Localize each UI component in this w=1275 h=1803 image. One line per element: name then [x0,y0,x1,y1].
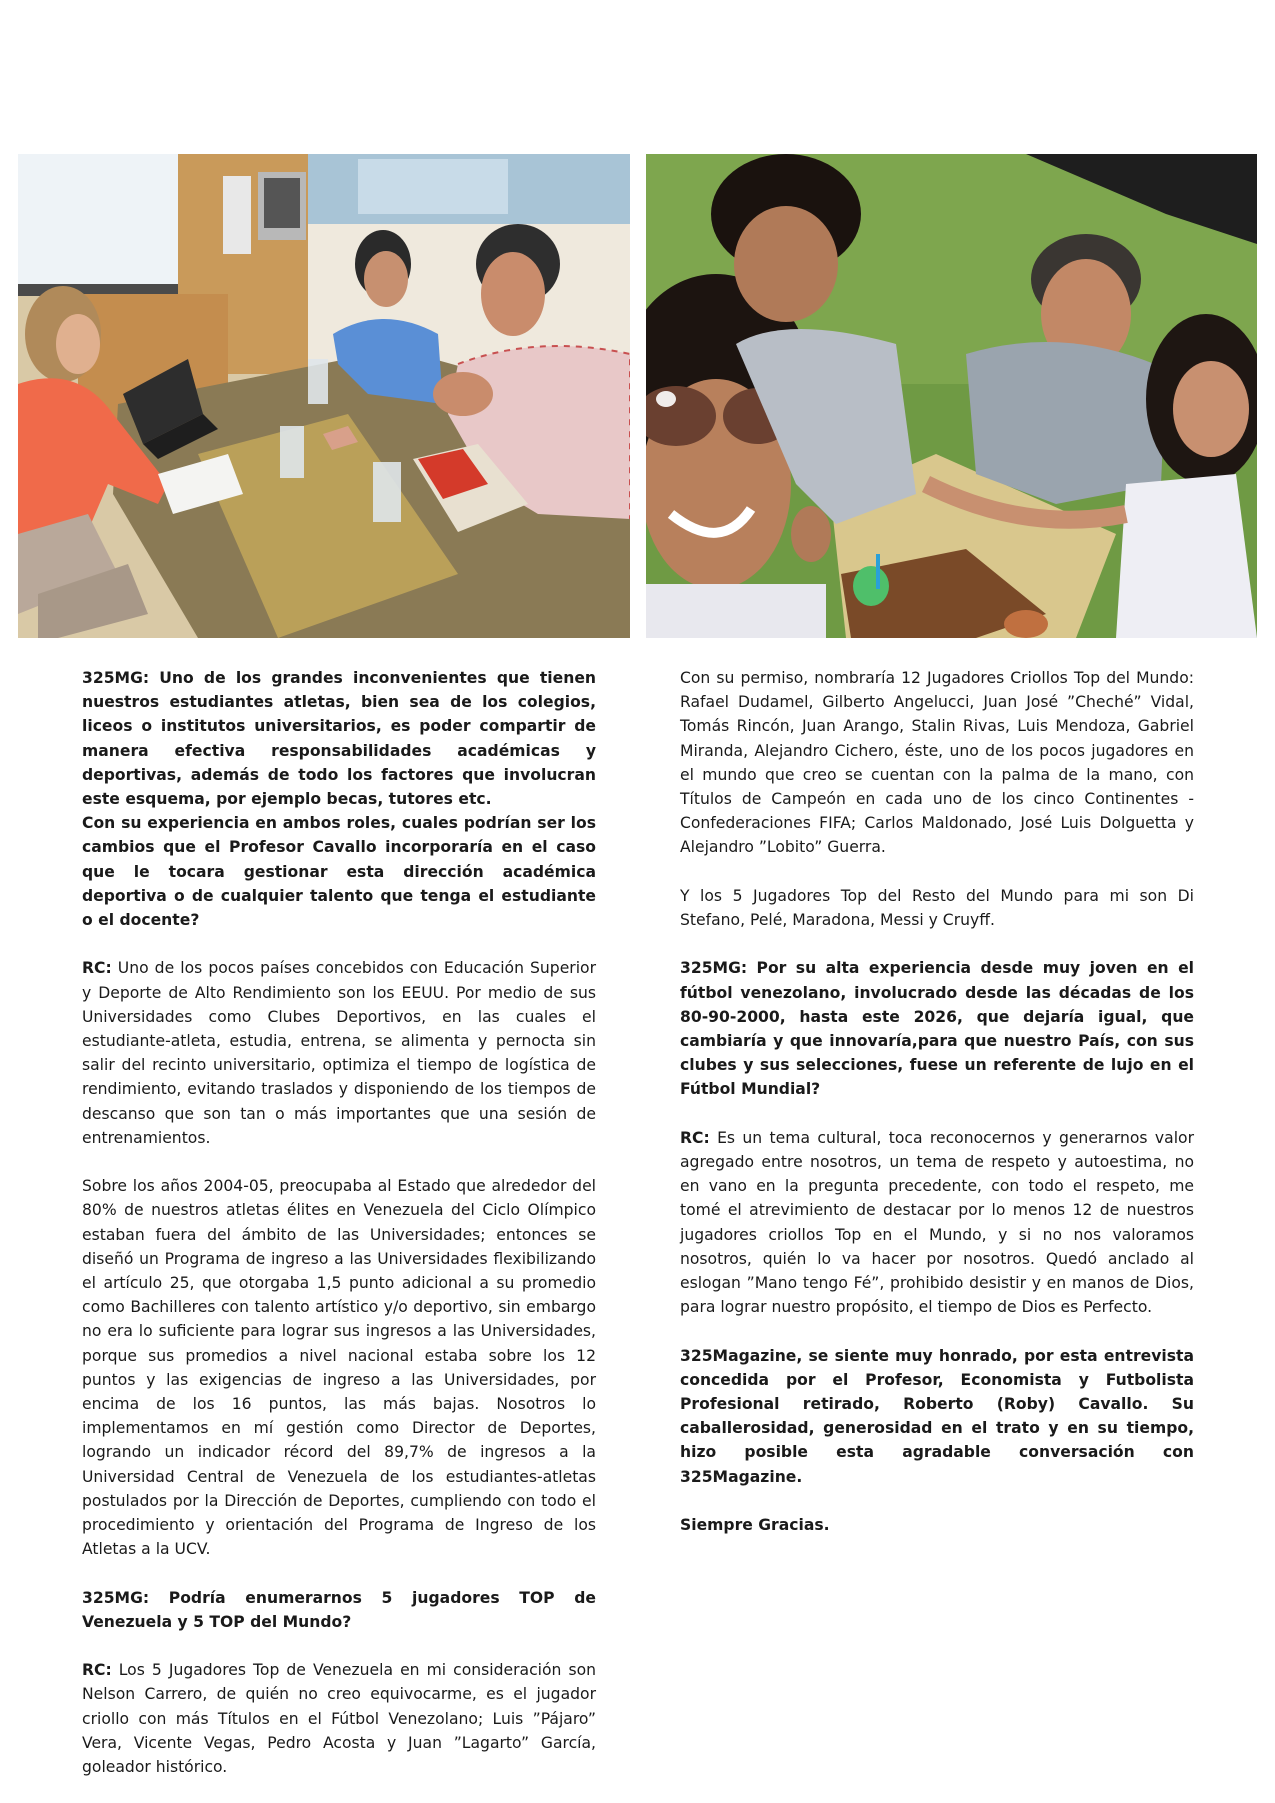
answer-1-continued: Sobre los años 2004-05, preocupaba al Estado que alrededor del 80% de nuestros atletas élites en Venezuela del Ciclo Olímpico estaban fuera del ámbito de las Universidades; entonces se diseñó un Programa de ingreso a las Universidades flexibilizando el artículo 25, que otorgaba 1,5 punto adicional a su promedio como Bachilleres con talento artístico y/o deportivo, sin embargo no era lo suficiente para lograr sus ingresos a las Universidades, porque sus promedios a nivel nacional estaba sobre los 12 puntos y las exigencias de ingreso a las Universidades, por encima de los 16 puntos, las más bajas. Nosotros lo implementamos en mí gestión como Director de Deportes, logrando un indicador récord del 89,7% de ingresos a la Universidad Central de Venezuela de los estudiantes-atletas postulados por la Dirección de Deportes, cumpliendo con todo el procedimiento y orientación del Programa de Ingreso de los Atletas a la UCV. [82,1177,596,1559]
answer-2 [82,1658,596,1779]
question-2: 325MG: Podría enumerarnos 5 jugadores TOP de Venezuela y 5 TOP del Mundo? [82,1588,596,1631]
interview-photo-illustration [18,154,630,638]
answer-2-continued-world: Y los 5 Jugadores Top del Resto del Mundo para mi son Di Stefano, Pelé, Maradona, Messi y Cruyff. [680,886,1194,930]
interview-photo [18,154,630,638]
answer-2-text: Los 5 Jugadores Top de Venezuela en mi consideración son Nelson Carrero, de quién no creo equivocarme, es el jugador criollo con más Títulos en el Fútbol Venezolano; Luis ”Pájaro” Vera, Vicente Vegas, Pedro Acosta y Juan ”Lagarto” García, goleador histórico. [82,1661,596,1777]
family-photo [646,154,1257,638]
answer-1-text: Uno de los pocos países concebidos con Educación Superior y Deporte de Alto Rendimiento son los EEUU. Por medio de sus Universidades como Clubes Deportivos, en las cuales el estudiante-atleta, estudia, entrena, se alimenta y pernocta sin salir del recinto universitario, optimiza el tiempo de logística de rendimiento, evitando traslados y disponiendo de los tiempos de descanso que son tan o más importantes que una sesión de entrenamientos. [82,959,596,1147]
left-text-column [82,666,596,1803]
question-1-label: 325MG: [82,669,150,687]
question-3: 325MG: Por su alta experiencia desde muy joven en el fútbol venezolano, involucrado desde las décadas de los 80-90-2000, hasta este 2026, que dejaría igual, que cambiaría y que innovaría,para que nuestro País, con sus clubes y sus selecciones, fuese un referente de lujo en el Fútbol Mundial? [680,959,1194,1099]
question-1 [82,666,596,811]
question-1-continued: Con su experiencia en ambos roles, cuales podrían ser los cambios que el Profesor Cavallo incorporaría en el caso que le tocara gestionar esta dirección académica deportiva o de cualquier talento que tenga el estudiante o el docente? [82,814,596,930]
family-photo-illustration [646,154,1257,638]
closing-paragraph: 325Magazine, se siente muy honrado, por esta entrevista concedida por el Profesor, Economista y Futbolista Profesional retirado, Roberto (Roby) Cavallo. Su caballerosidad, generosidad en el trato y en su tiempo, hizo posible esta agradable conversación con 325Magazine. [680,1346,1194,1486]
answer-3-label: RC: [680,1128,710,1147]
signoff: Siempre Gracias. [680,1516,830,1535]
answer-2-continued-criollos: Con su permiso, nombraría 12 Jugadores Criollos Top del Mundo: Rafael Dudamel, Gilberto Angelucci, Juan José ”Cheché” Vidal, Tomás Rincón, Juan Arango, Stalin Rivas, Luis Mendoza, Gabriel Miranda, Alejandro Cichero, éste, uno de los pocos jugadores en el mundo que creo se cuentan con la palma de la mano, con Títulos de Campeón en cada uno de los cinco Continentes - Confederaciones FIFA; Carlos Maldonado, José Luis Dolguetta y Alejandro ”Lobito” Guerra. [680,669,1194,857]
answer-3-text: Es un tema cultural, toca reconocernos y generarnos valor agregado entre nosotros, un tema de respeto y autoestima, no en vano en la pregunta precedente, con todo el respeto, me tomé el atrevimiento de destacar por lo menos 12 de nuestros jugadores criollos Top en el Mundo, y si no nos valoramos nosotros, quién lo va hacer por nosotros. Quedó anclado al eslogan ”Mano tengo Fé”, prohibido desistir y en manos de Dios, para lograr nuestro propósito, el tiempo de Dios es Perfecto. [680,1128,1194,1317]
question-1-text: Uno de los grandes inconvenientes que tienen nuestros estudiantes atletas, bien sea de los colegios, liceos o institutos universitarios, es poder compartir de manera efectiva responsabilidades académicas y deportivas, además de todo los factores que involucran este esquema, por ejemplo becas, tutores etc. [82,669,596,809]
answer-1 [82,956,596,1150]
answer-2-label: RC: [82,1661,112,1680]
right-text-column [680,666,1194,1561]
answer-1-label: RC: [82,959,112,978]
answer-3 [680,1126,1194,1320]
